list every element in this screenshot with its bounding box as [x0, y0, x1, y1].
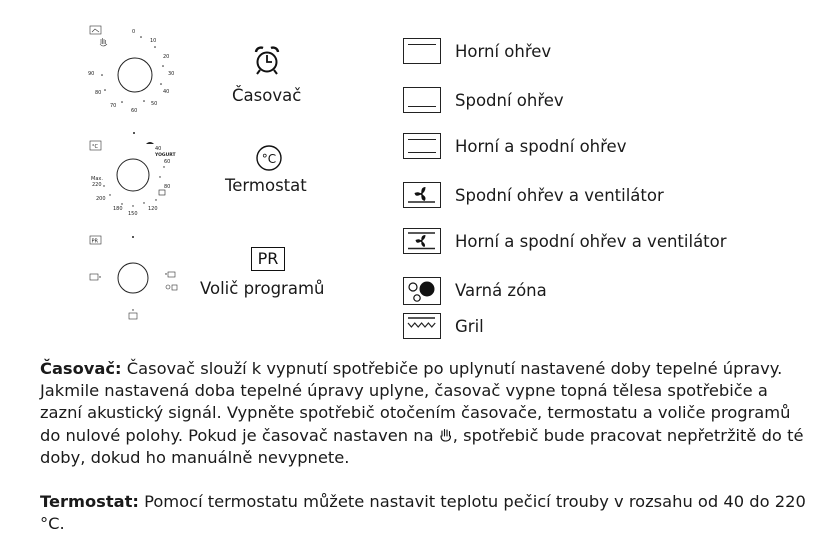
- scale-label: 0: [132, 29, 136, 35]
- scale-label: 150: [128, 211, 138, 217]
- hand-symbol-icon: [90, 26, 101, 34]
- timer-scale: [88, 29, 174, 114]
- celsius-symbol: °C: [261, 152, 277, 166]
- legend-label-cooking-zone: Varná zóna: [455, 281, 547, 300]
- programs-dial[interactable]: [80, 230, 190, 325]
- scale-label: 180: [113, 206, 123, 212]
- bottom-heat-fan-icon: [403, 182, 441, 208]
- timer-label: Časovač: [232, 86, 302, 105]
- scale-label: 10: [150, 38, 157, 44]
- scale-label: 220: [92, 182, 102, 188]
- thermostat-body: Pomocí termostatu můžete nastavit teplotu pečicí trouby v rozsahu od 40 do 220 °C.: [40, 492, 806, 534]
- scale-label: 60: [131, 108, 138, 114]
- timer-body-2: , spotřebič bude pracovat nepřetržitě do té doby, dokud ho manuálně nevypnete.: [40, 425, 804, 467]
- timer-body-1: Časovač slouží k vypnutí spotřebiče po uplynutí nastavené doby tepelné úpravy. Jakmile nastavená doba tepelné úpravy uplyne, časovač vypne topná tělesa spotřebiče a zazní akustický signál. Vypněte spotřebič otočením časovače, termostatu a voliče programů do nulové polohy. Pokud je časovač nastaven na: [40, 359, 791, 445]
- hand-icon: [439, 428, 453, 443]
- legend-label-top-bottom-heat-fan: Horní a spodní ohřev a ventilátor: [455, 232, 727, 251]
- pr-icon: PR: [251, 247, 285, 271]
- scale-label: 80: [164, 184, 171, 190]
- thermostat-knob[interactable]: [117, 159, 149, 191]
- celsius-icon: [255, 144, 283, 172]
- timer-description: [40, 358, 810, 469]
- scale-label: 80: [95, 90, 102, 96]
- top-bottom-heat-icon: [403, 133, 441, 159]
- thermostat-heading: Termostat:: [40, 492, 139, 511]
- legend-label-grill: Gril: [455, 317, 484, 336]
- cooking-zone-icon: [403, 277, 441, 305]
- scale-label: 90: [88, 71, 95, 77]
- scale-label: 60: [164, 159, 171, 165]
- timer-dial[interactable]: [80, 22, 190, 117]
- bottom-heat-icon: [403, 87, 441, 113]
- svg-text:PR: PR: [91, 238, 98, 245]
- scale-label: 20: [163, 54, 170, 60]
- programs-label: Volič programů: [200, 279, 325, 298]
- scale-label: YOGURT: [155, 153, 176, 158]
- timer-heading: Časovač:: [40, 359, 122, 378]
- timer-knob[interactable]: [118, 58, 152, 92]
- scale-label: 50: [151, 101, 158, 107]
- top-heat-icon: [403, 38, 441, 64]
- thermostat-scale: [91, 132, 177, 217]
- scale-label: 200: [96, 196, 106, 202]
- pr-symbol-icon: [90, 236, 101, 245]
- programs-scale: [90, 236, 177, 319]
- grill-icon: [403, 313, 441, 339]
- thermostat-dial[interactable]: [80, 130, 190, 225]
- thermostat-label: Termostat: [225, 176, 307, 195]
- legend-label-bottom-heat: Spodní ohřev: [455, 91, 564, 110]
- scale-label: 120: [148, 206, 158, 212]
- alarm-clock-icon: [253, 44, 281, 76]
- scale-label: 40: [155, 146, 162, 152]
- celsius-symbol-icon: [90, 141, 101, 150]
- scale-label: 70: [110, 103, 117, 109]
- legend-label-bottom-heat-fan: Spodní ohřev a ventilátor: [455, 186, 664, 205]
- scale-label: 30: [168, 71, 175, 77]
- scale-label: 40: [163, 89, 170, 95]
- legend-label-top-bottom-heat: Horní a spodní ohřev: [455, 137, 627, 156]
- legend-label-top-heat: Horní ohřev: [455, 42, 552, 61]
- thermostat-description: [40, 491, 810, 535]
- programs-knob[interactable]: [118, 263, 148, 293]
- scale-label: Max.: [91, 176, 103, 182]
- svg-text:°C: °C: [92, 144, 98, 150]
- top-bottom-heat-fan-icon: [403, 228, 441, 254]
